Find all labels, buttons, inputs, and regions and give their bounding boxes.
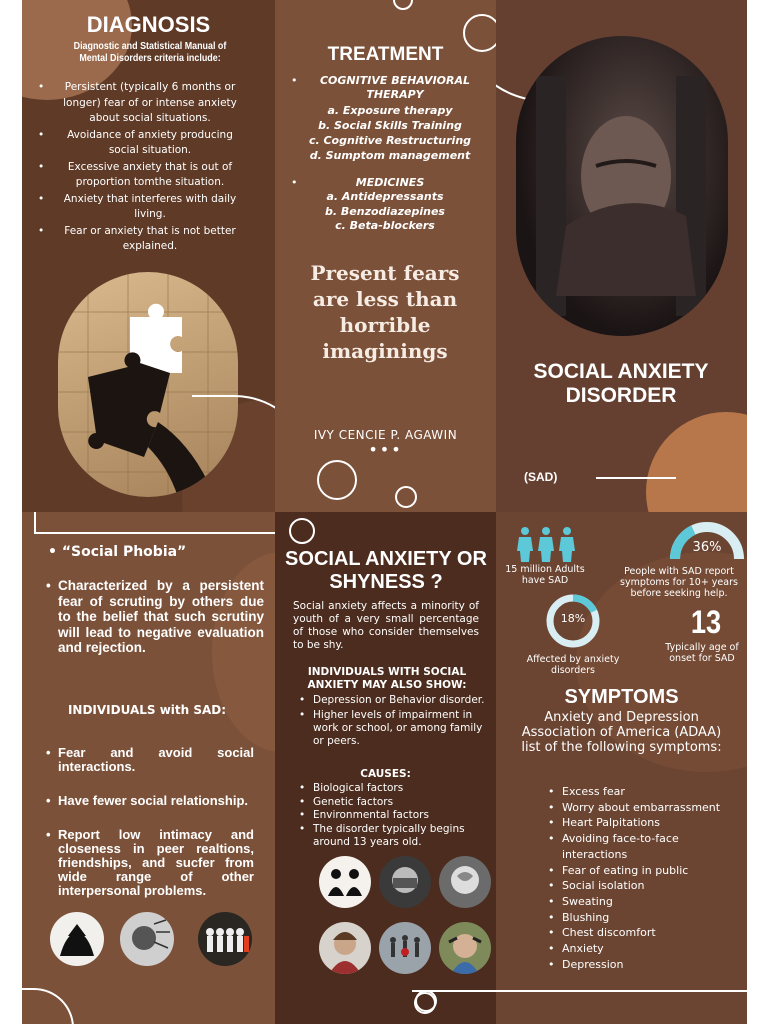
stats-panel <box>496 512 747 1024</box>
quote: Present fears are less than horrible imaginings <box>310 261 460 363</box>
deco-circle <box>395 486 417 508</box>
thumb-image <box>379 922 431 974</box>
people-icon <box>516 526 576 562</box>
symptom-item: • Avoiding face-to-face interactions <box>548 831 738 862</box>
symptom-item: • Social isolation <box>548 878 738 894</box>
symptom-item: • Blushing <box>548 910 738 926</box>
shyness-intro: Social anxiety affects a minority of youth of a very small percentage of those who consider themselves to be shy. <box>293 600 479 651</box>
symptoms-list <box>548 784 738 972</box>
diagnosis-item: • Persistent (typically 6 months or longer) fear of or intense anxiety about social situations. <box>38 80 248 127</box>
diagnosis-subtitle: Diagnostic and Statistical Manual of Mental Disorders criteria include: <box>73 40 227 64</box>
diagnosis-list <box>38 80 248 255</box>
onset-label: Typically age of onset for SAD <box>665 642 739 664</box>
thumb-image <box>379 856 431 908</box>
dots-icon: ••• <box>368 440 403 459</box>
symptom-item: • Fear of eating in public <box>548 863 738 879</box>
cbt-list <box>295 103 485 163</box>
phobia-desc: • Characterized by a persistent fear of scruting by others due to the belief that such scrutiny will lead to negative evaluation and rejection. <box>46 578 264 655</box>
treatment-title: TREATMENT <box>327 44 444 65</box>
symptoms-intro: Anxiety and Depression Association of America (ADAA) list of the following symptoms: <box>521 710 722 755</box>
symptom-item: • Excess fear <box>548 784 738 800</box>
causes-item: • Genetic factors <box>299 796 485 810</box>
symptom-item: • Heart Palpitations <box>548 815 738 831</box>
deco-circle <box>414 992 436 1014</box>
cbt-item: b. Social Skills Training <box>318 119 462 132</box>
phobia-panel <box>22 512 275 1024</box>
individuals-item: • Report low intimacy and closeness in peer realtions, friendships, and sucfer from wide range of other interpersonal problems. <box>46 827 254 898</box>
deco-circle <box>317 460 357 500</box>
brochure-page <box>22 0 747 1024</box>
shyness-panel <box>275 512 496 1024</box>
causes-item: • Biological factors <box>299 782 485 796</box>
phobia-heading: • “Social Phobia” <box>48 544 187 560</box>
pct18-text: 18% <box>560 612 586 625</box>
thumb-image <box>50 912 104 966</box>
onset-number: 13 <box>690 604 722 640</box>
deco-line <box>412 990 747 992</box>
thumb-image <box>319 922 371 974</box>
med-heading: MEDICINES <box>355 176 425 189</box>
causes-list <box>299 782 485 850</box>
thumb-image <box>120 912 174 966</box>
also-item: • Depression or Behavior disorder. <box>299 694 485 707</box>
cbt-item: a. Exposure therapy <box>327 104 453 117</box>
med-item: c. Beta-blockers <box>335 219 435 232</box>
hiding-person-photo <box>516 36 728 336</box>
diagnosis-item: • Avoidance of anxiety producing social situation. <box>38 128 248 159</box>
adults-label: 15 million Adults have SAD <box>505 564 585 586</box>
symptom-item: • Anxiety <box>548 941 738 957</box>
author-name: IVY CENCIE P. AGAWIN <box>313 428 458 442</box>
med-item: b. Benzodiazepines <box>325 204 445 218</box>
diagnosis-panel <box>22 0 275 512</box>
also-heading: INDIVIDUALS WITH SOCIAL ANXIETY MAY ALSO SHOW: <box>307 666 467 691</box>
cover-title: SOCIAL ANXIETY DISORDER <box>533 360 709 407</box>
diagnosis-title: DIAGNOSIS <box>86 12 211 37</box>
causes-heading: CAUSES: <box>360 768 411 780</box>
thumb-image <box>439 922 491 974</box>
symptom-item: • Worry about embarrassment <box>548 800 738 816</box>
pct18-label: Affected by anxiety disorders <box>526 654 620 676</box>
cover-abbr: (SAD) <box>524 470 558 484</box>
deco-circle <box>393 0 413 10</box>
individuals-item: • Fear and avoid social interactions. <box>46 745 254 774</box>
causes-item: • The disorder typically begins around 13 years old. <box>299 823 485 850</box>
cbt-heading: COGNITIVE BEHAVIORAL THERAPY <box>319 74 471 101</box>
thumb-image <box>319 856 371 908</box>
diagnosis-item: • Anxiety that interferes with daily living. <box>38 192 248 223</box>
individuals-list <box>48 746 254 898</box>
med-item: a. Antidepressants <box>326 190 444 203</box>
shyness-title: SOCIAL ANXIETY OR SHYNESS ? <box>285 548 487 593</box>
cbt-item: d. Sumptom management <box>309 149 471 162</box>
symptoms-title: SYMPTOMS <box>564 686 679 708</box>
symptom-item: • Chest discomfort <box>548 925 738 941</box>
deco-circle <box>463 14 496 52</box>
cover-panel <box>496 0 747 512</box>
symptom-item: • Depression <box>548 957 738 973</box>
pct36-text: 36% <box>692 540 722 555</box>
pct36-label: People with SAD report symptoms for 10+ years before seeking help. <box>620 566 738 599</box>
symptom-item: • Sweating <box>548 894 738 910</box>
individuals-item: • Have fewer social relationship. <box>46 793 249 808</box>
thumb-image <box>439 856 491 908</box>
diagnosis-item: • Excessive anxiety that is out of proportion tomthe situation. <box>38 160 248 191</box>
also-list <box>299 694 485 748</box>
also-item: • Higher levels of impairment in work or school, or among family or peers. <box>299 709 485 748</box>
individuals-heading: INDIVIDUALS with SAD: <box>67 703 227 717</box>
diagnosis-item: • Fear or anxiety that is not better explained. <box>38 224 248 255</box>
deco-circle <box>289 518 315 544</box>
med-list <box>295 190 475 234</box>
causes-item: • Environmental factors <box>299 809 485 823</box>
treatment-panel: TREATMENT COGNITIVE BEHAVIORAL THERAPY • a. Exposure therapy b. Social Skills Training c. Cognitive Restructuring d. Sumptom management • MEDICINES a. Antidepressants b. Benzodiazepines c. Beta-blockers Present fears are less than horrible imaginings IVY CENCIE P. AGAWIN ••• <box>275 0 496 512</box>
thumb-image <box>198 912 252 966</box>
cbt-item: c. Cognitive Restructuring <box>308 134 472 147</box>
